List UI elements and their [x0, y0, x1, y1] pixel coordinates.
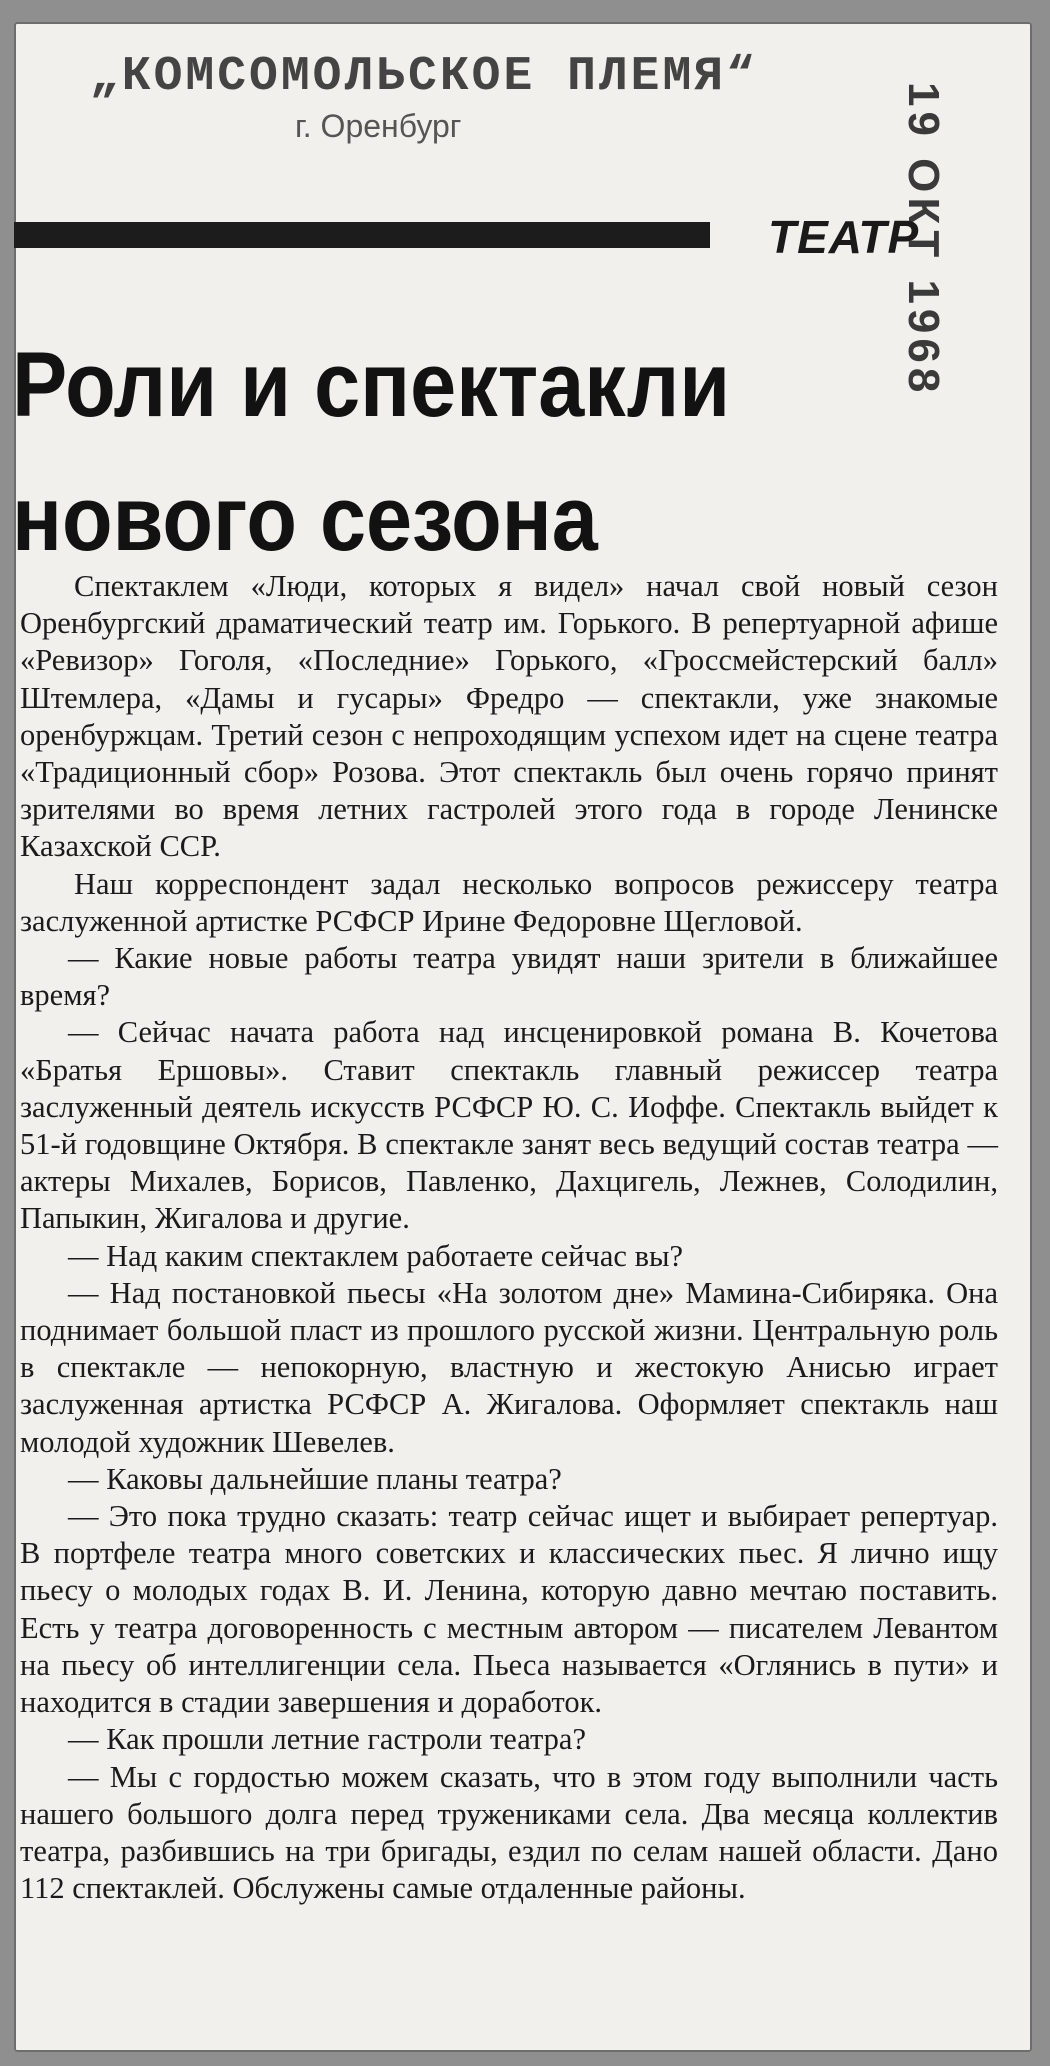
headline-line-2: нового сезона	[12, 468, 598, 570]
article-paragraph-intro: Спектаклем «Люди, которых я видел» начал свой новый сезон Оренбургский драматический театр им. Горького. В репертуарной афише «Ревизор» Гоголя, «Последние» Горького, «Гроссмейстерский балл» Штемлера, «Дамы и гусары» Фредро — спектакли, уже знакомые оренбуржцам. Третий сезон с непроходящим успехом идет на сцене театра «Традиционный сбор» Розова. Этот спектакль был очень горячо принят зрителями во время летних гастролей этого года в городе Ленинске Казахской ССР.	[20, 569, 998, 864]
interview-answer: — Сейчас начата работа над инсценировкой романа В. Кочетова «Братья Ершовы». Ставит спектакль главный режиссер театра заслуженный деятель искусств РСФСР Ю. С. Иоффе. Спектакль выйдет к 51-й годовщине Октября. В спектакле занят весь ведущий состав театра — актеры Михалев, Борисов, Павленко, Дахцигель, Лежнев, Солодилин, Папыкин, Жигалова и другие.	[20, 1015, 998, 1236]
rubric-label: ТЕАТР	[768, 211, 920, 263]
interview-question: — Над каким спектаклем работаете сейчас вы?	[68, 1238, 684, 1273]
city-stamp: г. Оренбург	[295, 108, 462, 144]
interview-question: — Каковы дальнейшие планы театра?	[68, 1461, 562, 1496]
article-paragraph-interview-intro: Наш корреспондент задал несколько вопросов режиссеру театра заслуженной артистке РСФСР Ирине Федоровне Щегловой.	[20, 866, 998, 938]
article-body	[20, 568, 998, 1907]
interview-question: — Как прошли летние гастроли театра?	[68, 1722, 586, 1757]
article-headline	[12, 318, 822, 586]
headline-line-1: Роли и спектакли	[12, 334, 731, 436]
interview-question: — Какие новые работы театра увидят наши зрители в ближайшее время?	[20, 941, 998, 1013]
interview-answer: — Над постановкой пьесы «На золотом дне» Мамина-Сибиряка. Она поднимает большой пласт из прошлого русской жизни. Центральную роль в спектакле — непокорную, властную и жестокую Анисью играет заслуженная артистка РСФСР А. Жигалова. Оформляет спектакль наш молодой художник Шевелев.	[20, 1275, 998, 1459]
interview-answer: — Мы с гордостью можем сказать, что в этом году выполнили часть нашего большого долга перед тружениками села. Два месяца коллектив театра, разбившись на три бригады, ездил по селам нашей области. Дано 112 спектаклей. Обслужены самые отдаленные районы.	[20, 1759, 998, 1906]
rubric-bar	[14, 222, 710, 248]
date-stamp: 19 ОКТ 1968	[899, 82, 948, 398]
interview-answer: — Это пока трудно сказать: театр сейчас ищет и выбирает репертуар. В портфеле театра много советских и классических пьес. Я лично ищу пьесу о молодых годах В. И. Ленина, которую давно мечтаю поставить. Есть у театра договоренность с местным автором — писателем Левантом на пьесу об интеллигенции села. Пьеса называется «Оглянись в пути» и находится в стадии завершения и доработок.	[20, 1499, 998, 1720]
newspaper-name-stamp: „КОМСОМОЛЬСКОЕ ПЛЕМЯ“	[90, 50, 758, 104]
